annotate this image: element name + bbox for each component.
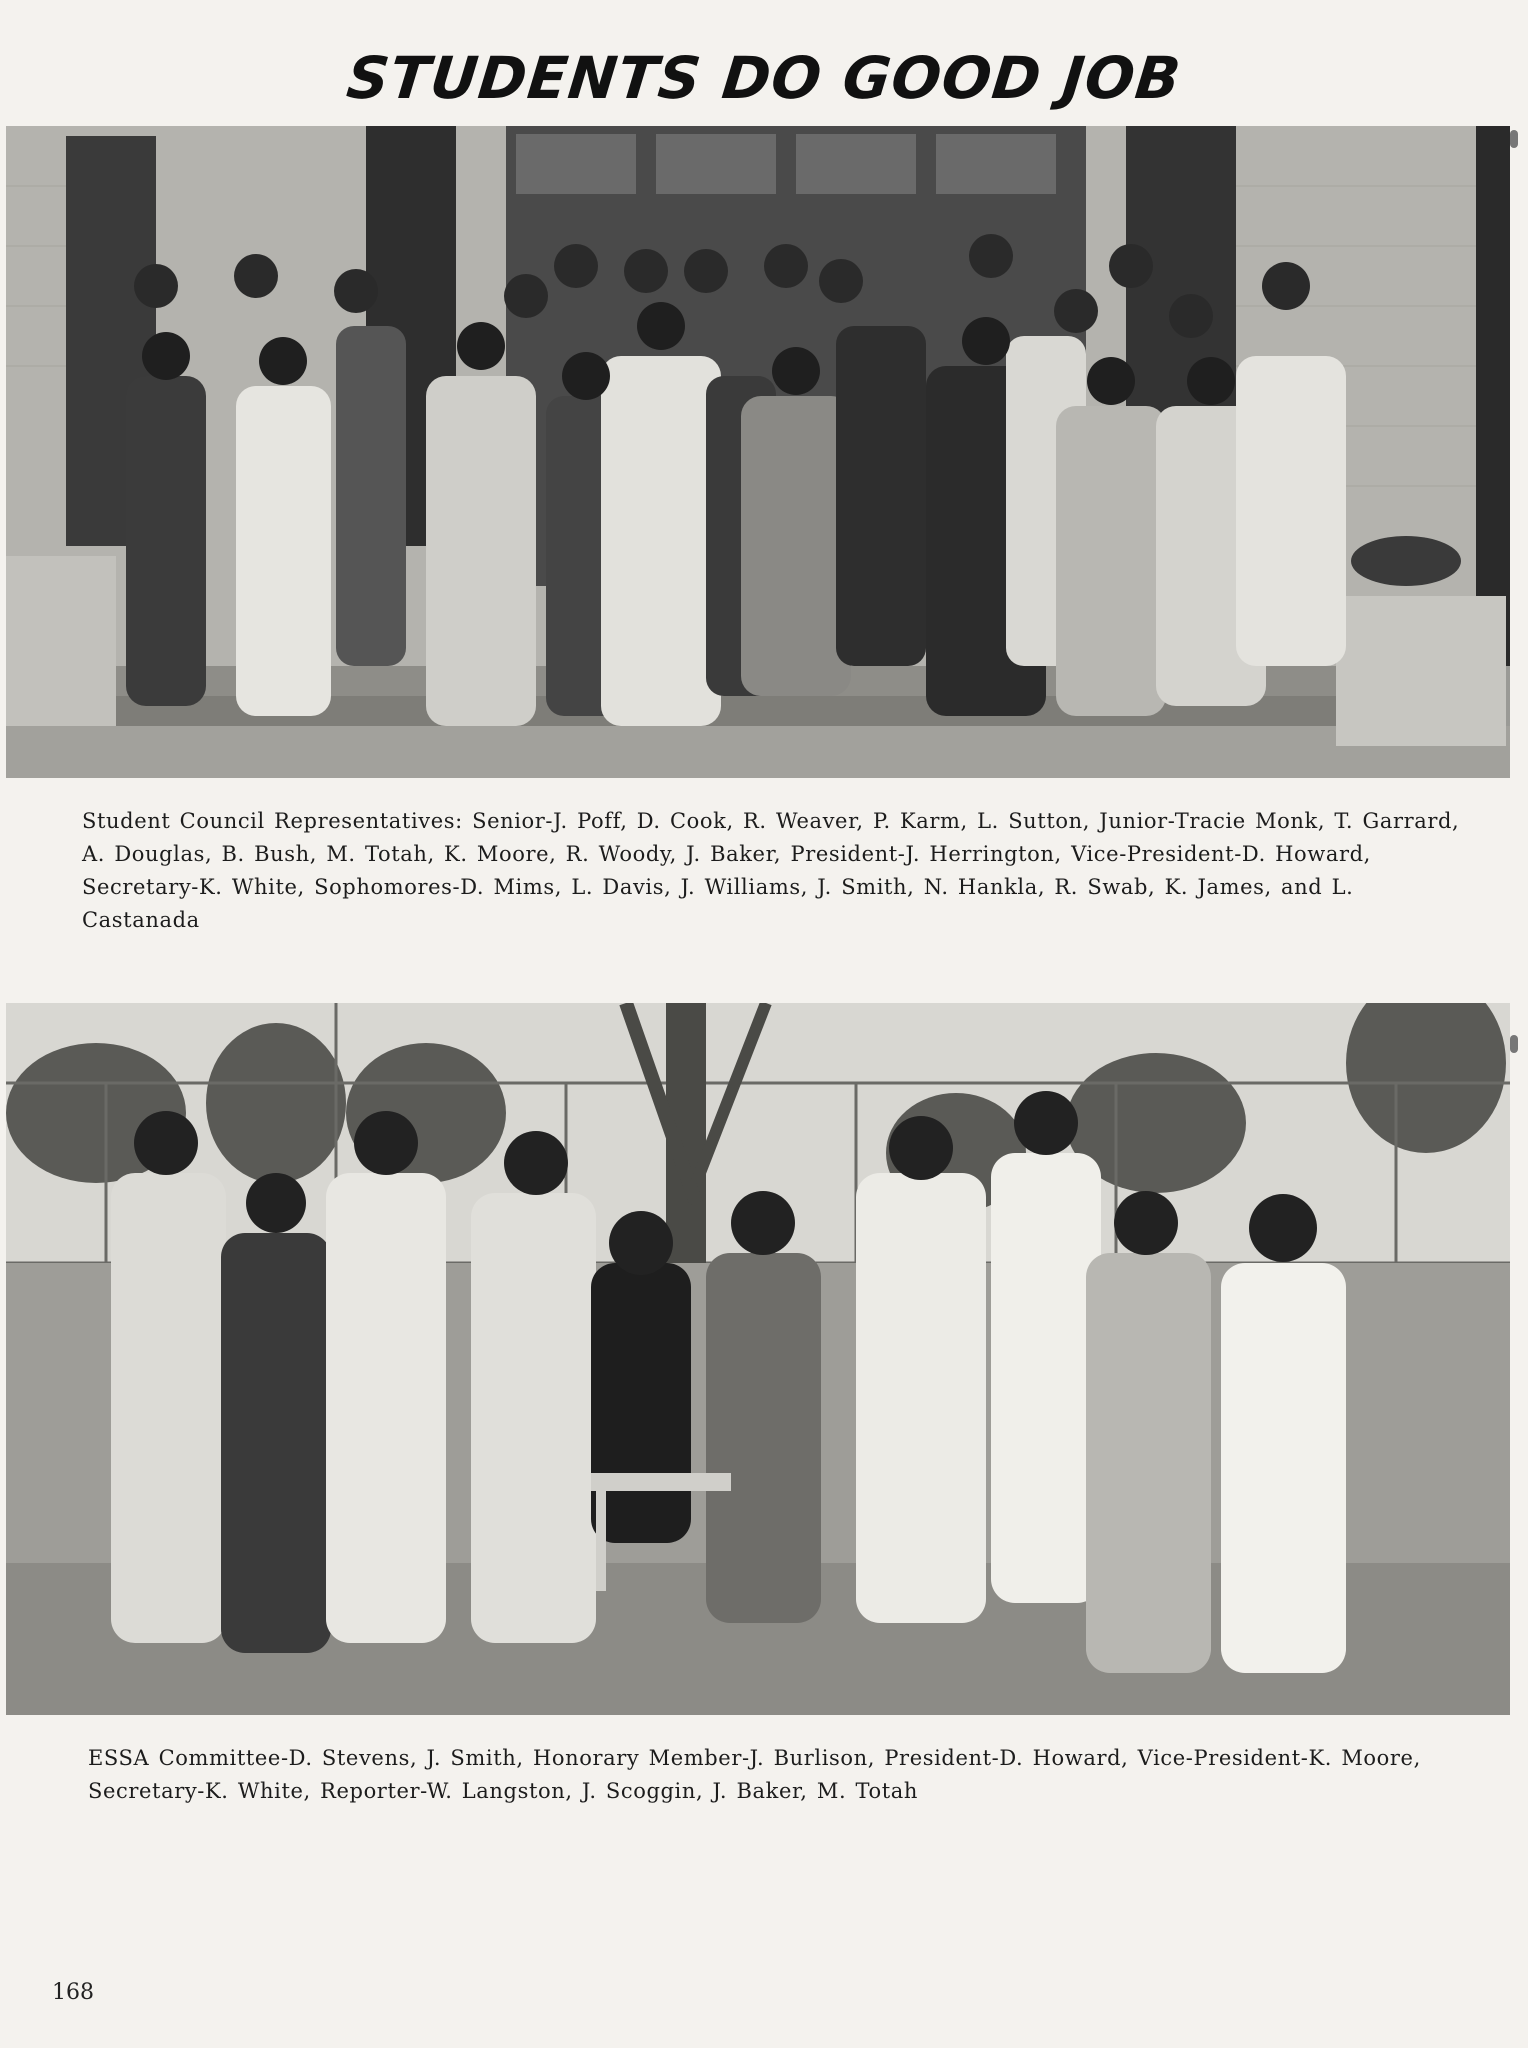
page-number: 168 <box>52 1980 94 2005</box>
essa-committee-group-photo <box>6 1003 1510 1715</box>
essa-committee-caption: ESSA Committee-D. Stevens, J. Smith, Honorary Member-J. Burlison, President-D. Howard, Vice-President-K. Moore, Secretary-K. White, Reporter-W. Langston, J. Scoggin, J. Baker, M. Totah <box>88 1746 1421 1803</box>
student-council-group-photo <box>6 126 1510 778</box>
student-council-caption: Student Council Representatives: Senior-J. Poff, D. Cook, R. Weaver, P. Karm, L. Sutton, Junior-Tracie Monk, T. Garrard, A. Douglas, B. Bush, M. Totah, K. Moore, R. Woody, J. Baker, President-J. Herrington, Vice-President-D. Howard, Secretary-K. White, Sophomores-D. Mims, L. Davis, J. Williams, J. Smith, N. Hankla, R. Swab, K. James, and L. Castanada <box>82 809 1460 932</box>
essa-committee-photo-image <box>6 1003 1510 1715</box>
binder-hole-mark <box>1510 130 1518 148</box>
student-council-photo-image <box>6 126 1510 778</box>
binder-hole-mark <box>1510 1035 1518 1053</box>
page-title: STUDENTS DO GOOD JOB <box>343 44 1185 112</box>
